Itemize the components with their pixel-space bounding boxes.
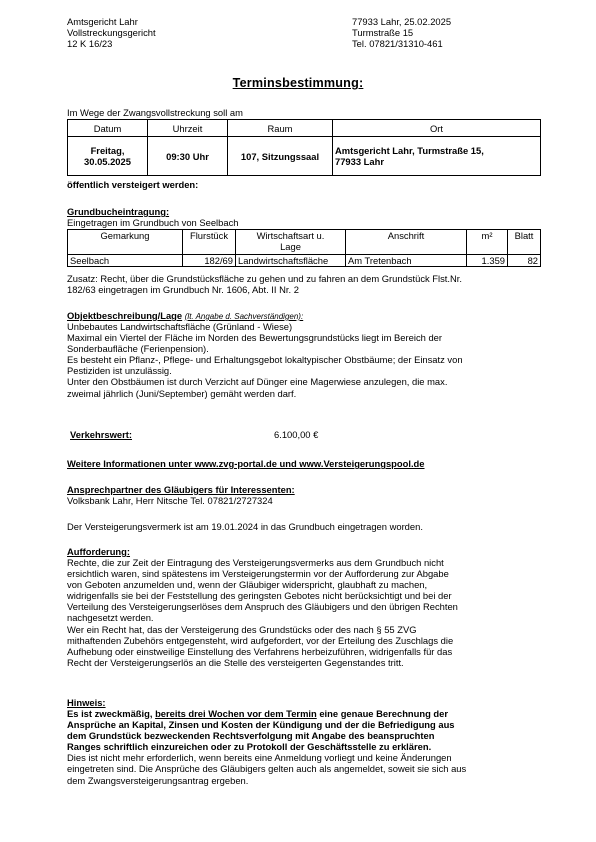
court-name: Amtsgericht Lahr xyxy=(67,16,138,27)
objekt-heading: Objektbeschreibung/Lage (lt. Angabe d. Sachverständigen): xyxy=(67,310,304,321)
header-datum: Datum xyxy=(68,120,148,137)
cell-anschrift: Am Tretenbach xyxy=(346,255,467,267)
header-m2: m² xyxy=(467,230,508,255)
grundbuch-zusatz: Zusatz: Recht, über die Grundstücksfläche zu gehen und zu fahren an dem Grundstück Flst.Nr. 182/63 eingetragen im Grundbuch Nr. 1606, Abt. II Nr. 2 xyxy=(67,273,462,296)
schedule-table xyxy=(67,119,541,176)
schedule-room: 107, Sitzungssaal xyxy=(228,137,333,176)
court-header-right xyxy=(352,16,451,49)
verkehrswert-label: Verkehrswert: xyxy=(70,429,133,440)
cell-wirtschaftsart: Landwirtschaftsfläche xyxy=(236,255,346,267)
case-number: 12 K 16/23 xyxy=(67,38,113,50)
header-anschrift: Anschrift xyxy=(346,230,467,255)
ansprechpartner-heading: Ansprechpartner des Gläubigers für Interessenten: xyxy=(67,484,295,495)
header-blatt: Blatt xyxy=(508,230,541,255)
aufforderung-text: Rechte, die zur Zeit der Eintragung des Versteigerungsvermerks aus dem Grundbuch nicht ersichtlich waren, sind spätestens im Versteigerungstermin vor der Aufforderung zur Abgabe von Geboten anzumelden und, wenn der Gläubiger widerspricht, glaubhaft zu machen, widrigenfalls sie bei der Feststellung des geringsten Gebotes nicht berücksichtigt und bei der Verteilung des Versteigerungserlöses dem Anspruch des Gläubigers und den übrigen Rechten nachgesetzt werden. Wer ein Recht hat, das der Versteigerung des Grundstücks oder des nach § 55 ZVG mithaftenden Zubehörs entgegensteht, wird aufgefordert, vor der Erteilung des Zuschlags die Aufhebung oder einstweilige Einstellung des Verfahrens herbeizuführen, widrigenfalls für das Recht der Versteigerungserlös an die Stelle des versteigerten Gegenstandes tritt. xyxy=(67,557,458,668)
hinweis-heading: Hinweis: xyxy=(67,697,106,708)
cell-m2: 1.359 xyxy=(467,255,508,267)
table-row xyxy=(68,255,541,267)
cell-gemarkung: Seelbach xyxy=(68,255,183,267)
schedule-time: 09:30 Uhr xyxy=(148,137,228,176)
grundbuch-subheading: Eingetragen im Grundbuch von Seelbach xyxy=(67,217,239,228)
header-raum: Raum xyxy=(228,120,333,137)
auction-statement: öffentlich versteigert werden: xyxy=(67,179,199,190)
header-flurstueck: Flurstück xyxy=(183,230,236,255)
court-street: Turmstraße 15 xyxy=(352,27,414,39)
cell-flurstueck: 182/69 xyxy=(183,255,236,267)
cell-blatt: 82 xyxy=(508,255,541,267)
intro-text: Im Wege der Zwangsvollstreckung soll am xyxy=(67,107,243,118)
grundbuch-heading: Grundbucheintragung: xyxy=(67,206,170,217)
document-title: Terminsbestimmung: xyxy=(232,76,364,90)
header-gemarkung: Gemarkung xyxy=(68,230,183,255)
hinweis-first-line: Es ist zweckmäßig, bereits drei Wochen vor dem Termin eine genaue Berechnung der xyxy=(67,708,449,719)
grundbuch-table xyxy=(67,229,541,267)
objekt-description: Unbebautes Landwirtschaftsfläche (Grünland - Wiese) Maximal ein Viertel der Fläche im Norden des Bewertungsgrundstücks liegt im Bereich der Sonderbaufläche (Ferienpension). Es besteht ein Pflanz-, Pflege- und Erhaltungsgebot lokaltypischer Obstbäume; der Einsatz von Pestiziden ist unzulässig. Unter den Obstbäumen ist durch Verzicht auf Dünger eine Magerwiese anzulegen, die max. zweimal jährlich (Juni/September) gemäht werden darf. xyxy=(67,321,463,399)
schedule-date: Freitag, 30.05.2025 xyxy=(68,137,148,176)
aufforderung-heading: Aufforderung: xyxy=(67,546,131,557)
court-header-left xyxy=(67,16,156,49)
header-ort: Ort xyxy=(333,120,541,137)
header-uhrzeit: Uhrzeit xyxy=(148,120,228,137)
place-and-date: 77933 Lahr, 25.02.2025 xyxy=(352,16,452,27)
header-wirtschaftsart: Wirtschaftsart u. Lage xyxy=(236,230,346,255)
court-department: Vollstreckungsgericht xyxy=(67,27,156,39)
hinweis-text: Es ist zweckmäßig, bereits drei Wochen vor dem Termin eine genaue Berechnung der Ansprüche an Kapital, Zinsen und Kosten der Kündigung und der die Befriedigung aus dem Grundstück bezweckenden Rechtsverfolgung mit Angabe des beanspruchten Ranges schriftlich einzureichen oder zu Protokoll der Geschäftsstelle zu erklären. Dies ist nicht mehr erforderlich, wenn bereits eine Anmeldung vorliegt und keine Änderungen eingetreten sind. Die Ansprüche des Gläubigers gelten auch als angemeldet, soweit sie sich aus dem Zwangsversteigerungsantrag ergeben. xyxy=(67,708,542,786)
more-info-link[interactable]: Weitere Informationen unter www.zvg-portal.de und www.Versteigerungspool.de xyxy=(67,458,425,469)
ansprechpartner-contact: Volksbank Lahr, Herr Nitsche Tel. 07821/2727324 xyxy=(67,495,273,506)
schedule-place: Amtsgericht Lahr, Turmstraße 15, 77933 Lahr xyxy=(333,137,541,176)
versteigerungsvermerk: Der Versteigerungsvermerk ist am 19.01.2024 in das Grundbuch eingetragen worden. xyxy=(67,521,423,532)
verkehrswert-value: 6.100,00 € xyxy=(274,429,319,440)
court-phone: Tel. 07821/31310-461 xyxy=(352,38,443,50)
